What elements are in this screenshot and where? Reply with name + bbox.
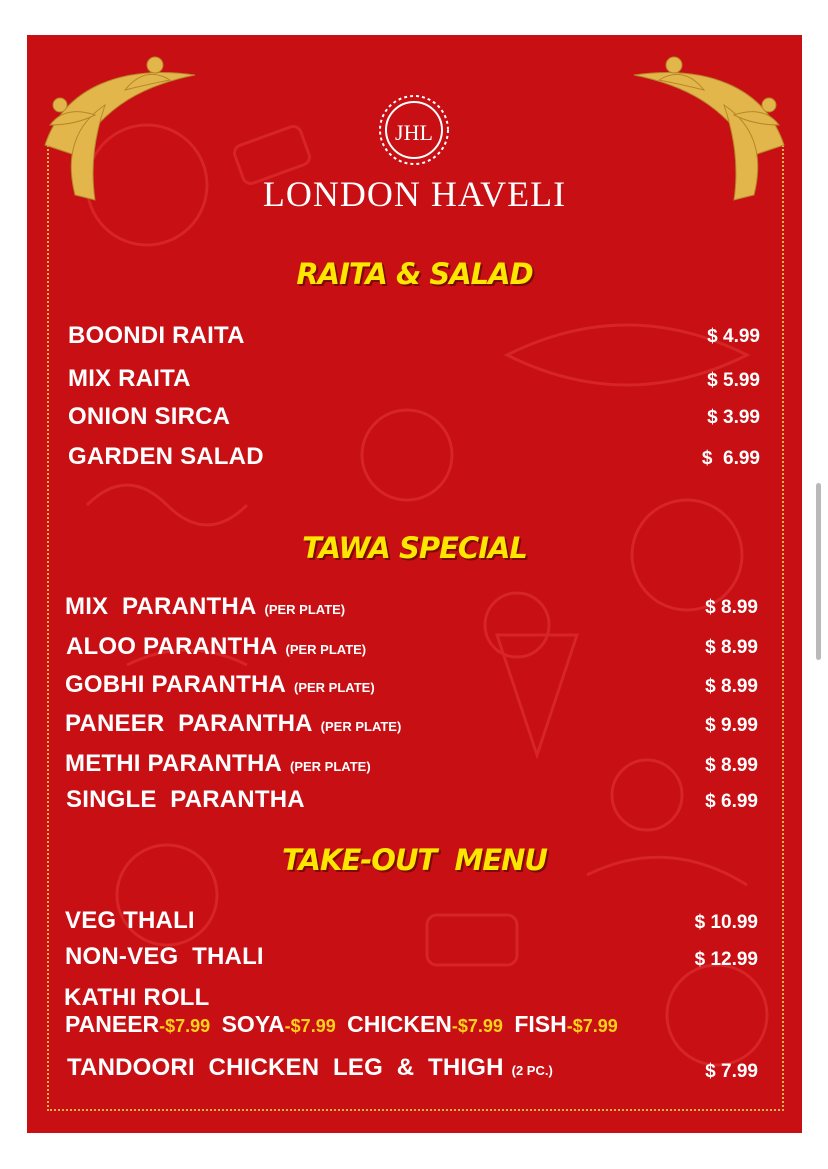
menu-item-name: KATHI ROLL [64, 984, 210, 1011]
menu-item-note: (PER PLATE) [264, 602, 346, 617]
logo-emblem [369, 90, 459, 170]
scrollbar-thumb[interactable] [816, 483, 821, 660]
option-name: SOYA [221, 1011, 285, 1037]
menu-item-price: $ 4.99 [707, 326, 760, 347]
menu-card [27, 35, 802, 1133]
kathi-roll-options [65, 1011, 623, 1038]
menu-item [65, 671, 375, 699]
menu-item-price: $ 6.99 [705, 791, 758, 812]
menu-item-name: GARDEN SALAD [68, 443, 264, 470]
menu-item-name: ONION SIRCA [68, 403, 231, 430]
section-title-take-out-menu: TAKE-OUT MENU [282, 843, 547, 877]
restaurant-name: LONDON HAVELI [262, 174, 567, 214]
menu-item-price: $ 6.99 [701, 448, 760, 469]
section-title-tawa-special: TAWA SPECIAL [302, 531, 527, 565]
menu-item [65, 593, 345, 621]
section-title-raita-salad: RAITA & SALAD [296, 257, 533, 291]
option-name: FISH [514, 1011, 567, 1037]
menu-item-note: (PER PLATE) [294, 680, 375, 695]
menu-item-note: (2 PC.) [511, 1063, 553, 1078]
menu-item-name: BOONDI RAITA [68, 322, 245, 349]
option-price: -$7.99 [566, 1016, 618, 1036]
option-name: PANEER [65, 1011, 160, 1037]
menu-item-name: SINGLE PARANTHA [66, 786, 305, 813]
menu-item-price: $ 7.99 [705, 1061, 758, 1082]
option-price: -$7.99 [284, 1016, 336, 1036]
menu-item-name: NON-VEG THALI [65, 943, 264, 970]
menu-item-price: $ 8.99 [705, 755, 758, 776]
menu-item [67, 1054, 553, 1082]
menu-item-name: GOBHI PARANTHA [65, 671, 287, 698]
option-name: CHICKEN [347, 1011, 452, 1037]
menu-item [65, 750, 371, 778]
option-price: -$7.99 [451, 1016, 503, 1036]
menu-item-price: $ 5.99 [707, 370, 760, 391]
menu-item-name: VEG THALI [65, 907, 195, 934]
menu-item-price: $ 10.99 [694, 912, 758, 933]
menu-item-name: TANDOORI CHICKEN LEG & THIGH [67, 1054, 504, 1081]
menu-item-note: (PER PLATE) [290, 759, 371, 774]
menu-item-note: (PER PLATE) [285, 642, 367, 657]
menu-item-price: $ 9.99 [705, 715, 758, 736]
menu-item-name: PANEER PARANTHA [65, 710, 313, 737]
menu-item-price: $ 8.99 [705, 637, 758, 658]
menu-item-price: $ 3.99 [707, 407, 760, 428]
option-price: -$7.99 [159, 1016, 211, 1036]
menu-item-name: METHI PARANTHA [65, 750, 283, 777]
menu-item-note: (PER PLATE) [320, 719, 402, 734]
menu-item-price: $ 12.99 [694, 949, 758, 970]
menu-item [66, 633, 366, 661]
logo-monogram: JHL [395, 120, 433, 145]
menu-item-name: ALOO PARANTHA [66, 633, 278, 660]
menu-item-price: $ 8.99 [705, 676, 758, 697]
menu-item-price: $ 8.99 [705, 597, 758, 618]
menu-item [65, 710, 401, 738]
menu-item-name: MIX PARANTHA [65, 593, 257, 620]
menu-item-name: MIX RAITA [68, 365, 191, 392]
